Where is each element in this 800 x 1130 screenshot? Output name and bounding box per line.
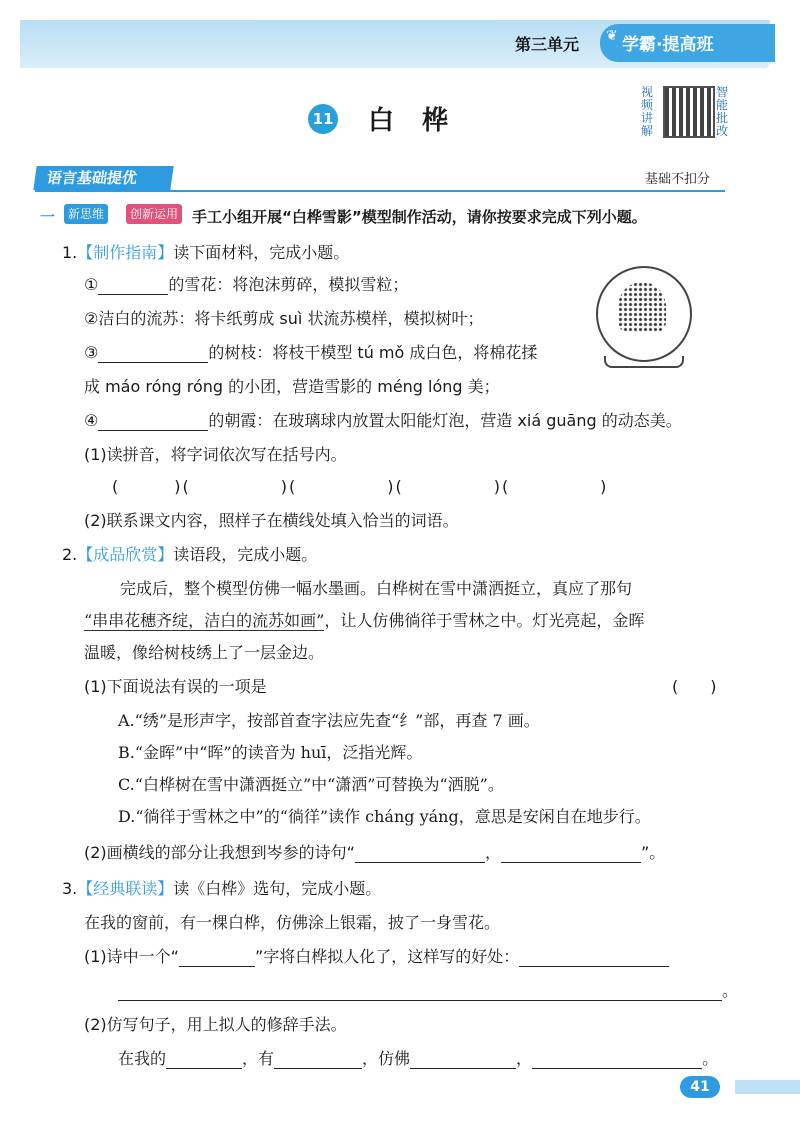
answer-brackets[interactable]: ( )( )( )( )( ) bbox=[112, 477, 609, 496]
material-line-1 bbox=[84, 272, 408, 295]
part2-sub2-text: (2)画横线的部分让我想到岑参的诗句“ bbox=[84, 843, 355, 862]
passage-line-1: 完成后，整个模型仿佛一幅水墨画。白桦树在雪中潇洒挺立，真应了那句 bbox=[120, 579, 633, 598]
period: 。 bbox=[722, 981, 739, 1000]
imitation-text-d: ， bbox=[516, 1049, 533, 1068]
poem-quote: 在我的窗前，有一棵白桦，仿佛涂上银霜，披了一身雪花。 bbox=[84, 913, 501, 932]
part1-tag: 【制作指南】 bbox=[77, 243, 174, 262]
qr-left-caption: 视频讲解 bbox=[641, 85, 654, 138]
reason-line-2 bbox=[118, 978, 738, 1001]
option-b[interactable]: B.“金晖”中“晖”的读音为 huī，泛指光辉。 bbox=[118, 743, 423, 762]
blank-3[interactable] bbox=[98, 344, 208, 363]
part1-heading bbox=[62, 240, 349, 263]
answer-bracket-choice[interactable]: ( ) bbox=[672, 677, 717, 696]
part3-sub2: (2)仿写句子，用上拟人的修辞手法。 bbox=[84, 1015, 347, 1034]
imitation-blank-4[interactable] bbox=[532, 1050, 702, 1069]
reason-blank-1[interactable] bbox=[519, 948, 669, 967]
page-number-bar bbox=[735, 1080, 800, 1094]
blank-4[interactable] bbox=[98, 412, 208, 431]
part2-number: 2. bbox=[62, 545, 78, 564]
part3-instruction: 读《白桦》选句，完成小题。 bbox=[173, 879, 382, 898]
passage-line-3: 温暖，像给树枝绣上了一层金边。 bbox=[84, 643, 325, 662]
option-a[interactable]: A.“绣”是形声字，按部首查字法应先查“纟”部，再查 7 画。 bbox=[118, 711, 540, 730]
part2-tag: 【成品欣赏】 bbox=[77, 545, 174, 564]
part3-sub1 bbox=[84, 944, 669, 967]
part3-sub1-text-b: ”字将白桦拟人化了，这样写的好处： bbox=[254, 947, 520, 966]
comma: ， bbox=[484, 843, 501, 862]
leaf-icon: ❦ bbox=[606, 28, 618, 44]
section-divider bbox=[35, 190, 725, 192]
material-line-3 bbox=[84, 340, 537, 363]
question-group-number: 一 bbox=[40, 208, 56, 226]
circle-num-3: ③ bbox=[84, 343, 99, 362]
option-c[interactable]: C.“白桦树在雪中潇洒挺立”中“潇洒”可替换为“洒脱”。 bbox=[118, 775, 504, 794]
lesson-number-badge: 11 bbox=[308, 104, 338, 134]
material-text-1: 的雪花：将泡沫剪碎，模拟雪粒； bbox=[168, 275, 409, 294]
section-title: 语言基础提优 bbox=[33, 166, 173, 190]
imitation-blank-2[interactable] bbox=[274, 1050, 362, 1069]
part3-sub1-text-a: (1)诗中一个“ bbox=[84, 947, 179, 966]
material-line-2: ②洁白的流苏：将卡纸剪成 suì 状流苏模样，模拟树叶； bbox=[84, 309, 484, 328]
imitation-text-c: ，仿佛 bbox=[362, 1049, 411, 1068]
part2-instruction: 读语段，完成小题。 bbox=[173, 545, 318, 564]
snow-globe-base bbox=[604, 356, 684, 368]
page-number: 41 bbox=[680, 1076, 720, 1098]
material-text-3: 的树枝：将枝干模型 tú mǒ 成白色，将棉花揉 bbox=[208, 343, 538, 362]
tag-creative-use: 创新运用 bbox=[126, 204, 182, 224]
option-d[interactable]: D.“徜徉于雪林之中”的“徜徉”读作 cháng yáng，意思是安闲自在地步行。 bbox=[118, 807, 651, 826]
unit-label: 第三单元 bbox=[515, 35, 580, 54]
passage-line-2-rest: ，让人仿佛徜徉于雪林之中。灯光亮起，金晖 bbox=[324, 611, 645, 630]
part1-instruction: 读下面材料，完成小题。 bbox=[173, 243, 350, 262]
blank-1[interactable] bbox=[98, 276, 168, 295]
part2-sub1: (1)下面说法有误的一项是 bbox=[84, 677, 267, 696]
qr-code-icon[interactable] bbox=[663, 86, 715, 138]
part3-tag: 【经典联读】 bbox=[77, 879, 174, 898]
imitation-line bbox=[118, 1046, 718, 1069]
imitation-text-b: ，有 bbox=[242, 1049, 275, 1068]
part1-sub2: (2)联系课文内容，照样子在横线处填入恰当的词语。 bbox=[84, 511, 459, 530]
question-group-intro: 手工小组开展“白桦雪影”模型制作活动，请你按要求完成下列小题。 bbox=[192, 208, 647, 226]
part3-number: 3. bbox=[62, 879, 78, 898]
imitation-text-a: 在我的 bbox=[118, 1049, 167, 1068]
part2-heading bbox=[62, 542, 317, 565]
qr-right-caption: 智能批改 bbox=[716, 85, 729, 138]
material-line-4: 成 máo róng róng 的小团，营造雪影的 méng lóng 美； bbox=[84, 377, 500, 396]
circle-num-4: ④ bbox=[84, 411, 99, 430]
part1-sub1: (1)读拼音，将字词依次写在括号内。 bbox=[84, 445, 347, 464]
material-text-5: 的朝霞：在玻璃球内放置太阳能灯泡，营造 xiá guāng 的动态美。 bbox=[208, 411, 682, 430]
part1-number: 1. bbox=[62, 243, 78, 262]
word-blank[interactable] bbox=[179, 948, 255, 967]
material-line-5 bbox=[84, 408, 682, 431]
circle-num-1: ① bbox=[84, 275, 99, 294]
tag-new-thinking: 新思维 bbox=[64, 204, 108, 224]
imitation-period: 。 bbox=[702, 1049, 719, 1068]
imitation-blank-3[interactable] bbox=[410, 1050, 516, 1069]
section-note: 基础不扣分 bbox=[645, 172, 711, 187]
closing-quote: ”。 bbox=[640, 843, 666, 862]
imitation-blank-1[interactable] bbox=[166, 1050, 242, 1069]
passage-line-2 bbox=[84, 608, 644, 631]
lesson-title: 白桦 bbox=[368, 106, 477, 136]
poem-blank-2[interactable] bbox=[501, 844, 641, 863]
poem-blank-1[interactable] bbox=[355, 844, 485, 863]
reason-blank-2[interactable] bbox=[118, 982, 722, 1001]
part3-heading bbox=[62, 876, 381, 899]
brand-label: 学霸·提高班 bbox=[622, 35, 714, 55]
part2-sub2 bbox=[84, 840, 665, 863]
underlined-quote: “串串花穗齐绽，洁白的流苏如画” bbox=[84, 611, 325, 630]
birch-tree-illustration bbox=[618, 282, 666, 332]
